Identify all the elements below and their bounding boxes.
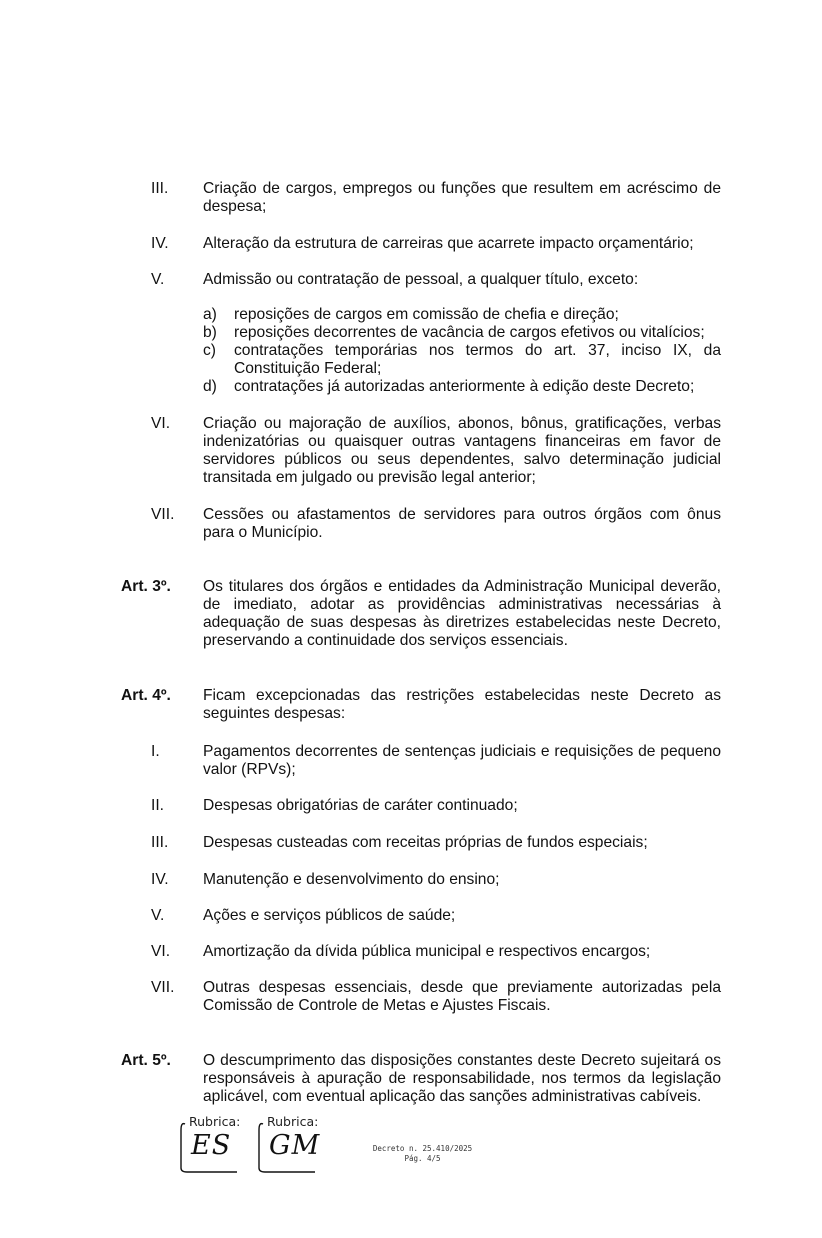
item-text: Criação ou majoração de auxílios, abonos, bônus, gratificações, verbas indenizatórias ou quaisquer outras vantagens financeiras em favor de servidores públicos ou seus dependentes, salvo determinação judicial transitada em julgado ou previsão legal anterior; [203,415,721,486]
item-numeral: III. [151,180,169,197]
article-label: Art. 4º. [121,687,171,704]
item-text: Manutenção e desenvolvimento do ensino; [203,871,500,888]
item-text: Pagamentos decorrentes de sentenças judiciais e requisições de pequeno valor (RPVs); [203,743,721,778]
item-numeral: VI. [151,415,171,432]
rubrica-label: Rubrica: [267,1114,319,1129]
item-text: Ações e serviços públicos de saúde; [203,907,456,924]
item-numeral: V. [151,271,165,288]
rubrica-initials: ES [191,1130,232,1161]
rubrica-initials: GM [269,1130,321,1161]
article-label: Art. 5º. [121,1052,171,1069]
item-numeral: IV. [151,235,169,252]
footer-page-number: Pág. 4/5 [404,1154,441,1163]
subitem-letter: b) [203,324,217,341]
article-text: O descumprimento das disposições constantes deste Decreto sujeitará os responsáveis à apuração de responsabilidade, nos termos da legislação aplicável, com eventual aplicação das sanções administrativas cabíveis. [203,1052,721,1105]
subitem-text: contratações temporárias nos termos do art. 37, inciso IX, da Constituição Federal; [234,342,721,377]
item-text: Criação de cargos, empregos ou funções que resultem em acréscimo de despesa; [203,180,721,215]
subitem-letter: c) [203,342,216,359]
item-numeral: IV. [151,871,169,888]
subitem-text: reposições decorrentes de vacância de cargos efetivos ou vitalícios; [234,324,705,341]
rubrica-box [255,1114,321,1170]
rubrica-box [177,1116,239,1170]
item-numeral: I. [151,743,160,760]
subitem-text: reposições de cargos em comissão de chefia e direção; [234,306,619,323]
item-text: Despesas obrigatórias de caráter continuado; [203,797,518,814]
subitem-letter: a) [203,306,217,323]
item-numeral: III. [151,834,169,851]
item-numeral: VI. [151,943,171,960]
item-text: Despesas custeadas com receitas próprias de fundos especiais; [203,834,648,851]
footer-decree-number: Decreto n. 25.410/2025 [372,1144,473,1153]
subitem-text: contratações já autorizadas anteriormente à edição deste Decreto; [234,378,695,395]
article-text: Os titulares dos órgãos e entidades da Administração Municipal deverão, de imediato, adotar as providências administrativas necessárias à adequação de suas despesas às diretrizes estabelecidas neste Decreto, preservando a continuidade dos serviços essenciais. [203,578,721,649]
item-text: Outras despesas essenciais, desde que previamente autorizadas pela Comissão de Controle de Metas e Ajustes Fiscais. [203,979,721,1014]
rubrica-label: Rubrica: [189,1114,241,1129]
item-text: Admissão ou contratação de pessoal, a qualquer título, exceto: [203,271,639,288]
item-numeral: VII. [151,506,175,523]
item-text: Amortização da dívida pública municipal e respectivos encargos; [203,943,651,960]
article-label: Art. 3º. [121,578,171,595]
subitem-letter: d) [203,378,217,395]
item-numeral: V. [151,907,165,924]
item-numeral: II. [151,797,164,814]
article-text: Ficam excepcionadas das restrições estabelecidas neste Decreto as seguintes despesas: [203,687,721,722]
item-text: Alteração da estrutura de carreiras que acarrete impacto orçamentário; [203,235,694,252]
item-text: Cessões ou afastamentos de servidores para outros órgãos com ônus para o Município. [203,506,721,541]
item-numeral: VII. [151,979,175,996]
